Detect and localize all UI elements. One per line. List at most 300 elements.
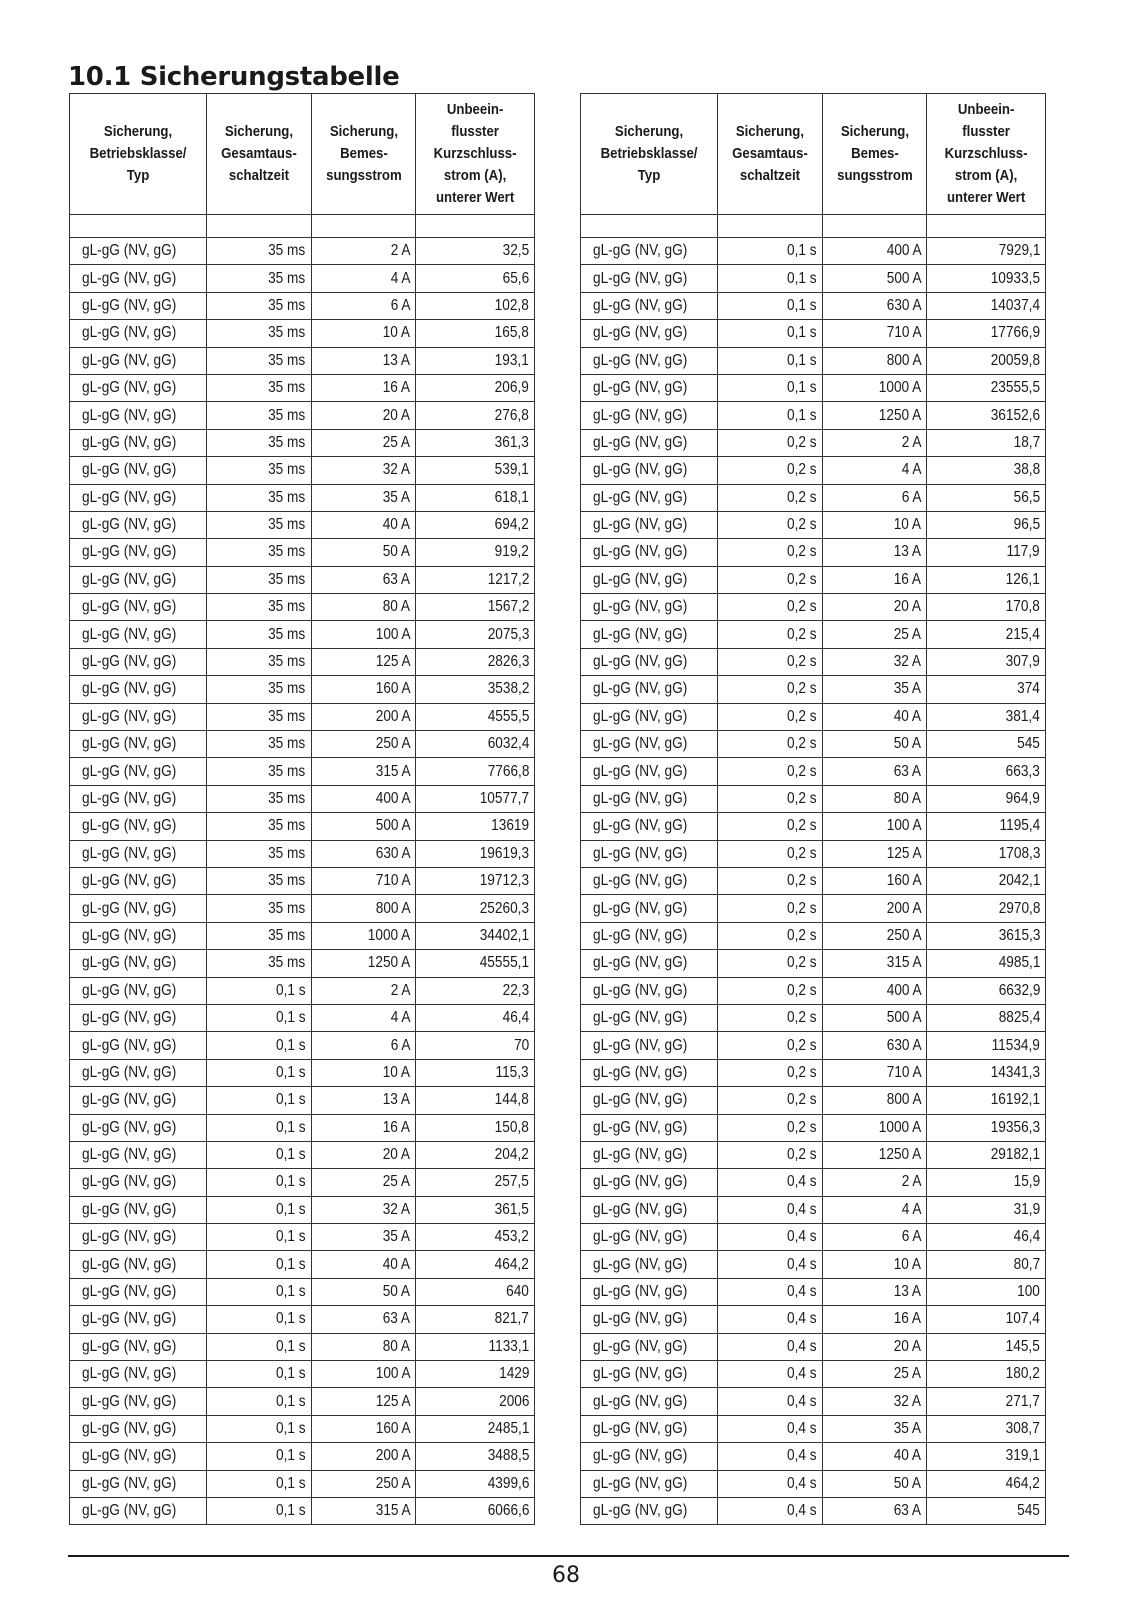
cell-short-circuit-current: 80,7 xyxy=(927,1251,1046,1278)
cell-rated-current: 200 A xyxy=(311,1443,416,1470)
cell-fuse-type: gL-gG (NV, gG) xyxy=(70,374,207,401)
table-row xyxy=(70,1059,535,1086)
cell-rated-current: 10 A xyxy=(822,511,927,538)
cell-break-time: 0,4 s xyxy=(717,1388,822,1415)
cell-short-circuit-current: 2006 xyxy=(416,1388,535,1415)
cell-rated-current: 1000 A xyxy=(311,922,416,949)
header-fuse-type: Sicherung, Betriebsklasse/ Typ xyxy=(581,94,718,215)
cell-break-time: 35 ms xyxy=(206,785,311,812)
cell-fuse-type: gL-gG (NV, gG) xyxy=(581,347,718,374)
cell-fuse-type: gL-gG (NV, gG) xyxy=(581,511,718,538)
table-row xyxy=(70,1251,535,1278)
table-row xyxy=(70,1278,535,1305)
cell-break-time: 35 ms xyxy=(206,511,311,538)
cell-break-time: 0,1 s xyxy=(206,1278,311,1305)
cell-break-time: 0,4 s xyxy=(717,1224,822,1251)
cell-break-time: 0,1 s xyxy=(206,1470,311,1497)
cell-rated-current: 6 A xyxy=(822,1224,927,1251)
cell-fuse-type: gL-gG (NV, gG) xyxy=(581,1388,718,1415)
cell-rated-current: 80 A xyxy=(822,785,927,812)
cell-short-circuit-current: 271,7 xyxy=(927,1388,1046,1415)
cell-short-circuit-current: 539,1 xyxy=(416,457,535,484)
table-row xyxy=(70,566,535,593)
cell-fuse-type: gL-gG (NV, gG) xyxy=(581,1004,718,1031)
cell-short-circuit-current: 107,4 xyxy=(927,1306,1046,1333)
cell-short-circuit-current: 23555,5 xyxy=(927,374,1046,401)
cell-rated-current: 100 A xyxy=(311,621,416,648)
cell-break-time: 0,2 s xyxy=(717,594,822,621)
table-row xyxy=(581,594,1046,621)
cell-short-circuit-current: 34402,1 xyxy=(416,922,535,949)
table-row xyxy=(70,347,535,374)
cell-break-time: 0,1 s xyxy=(206,1114,311,1141)
table-row xyxy=(581,1004,1046,1031)
table-row xyxy=(70,977,535,1004)
cell-fuse-type: gL-gG (NV, gG) xyxy=(70,648,207,675)
cell-break-time: 0,1 s xyxy=(717,320,822,347)
cell-fuse-type: gL-gG (NV, gG) xyxy=(581,731,718,758)
table-row xyxy=(70,648,535,675)
cell-fuse-type: gL-gG (NV, gG) xyxy=(581,1224,718,1251)
cell-fuse-type: gL-gG (NV, gG) xyxy=(70,1388,207,1415)
cell-fuse-type: gL-gG (NV, gG) xyxy=(70,950,207,977)
table-row xyxy=(70,1497,535,1524)
cell-fuse-type: gL-gG (NV, gG) xyxy=(581,648,718,675)
cell-short-circuit-current: 17766,9 xyxy=(927,320,1046,347)
cell-break-time: 0,1 s xyxy=(717,292,822,319)
cell-short-circuit-current: 15,9 xyxy=(927,1169,1046,1196)
cell-break-time: 35 ms xyxy=(206,676,311,703)
cell-break-time: 0,2 s xyxy=(717,1141,822,1168)
header-break-time: Sicherung, Gesamtaus- schaltzeit xyxy=(206,94,311,215)
cell-break-time: 0,2 s xyxy=(717,922,822,949)
cell-short-circuit-current: 70 xyxy=(416,1032,535,1059)
cell-fuse-type: gL-gG (NV, gG) xyxy=(70,292,207,319)
cell-break-time: 0,2 s xyxy=(717,950,822,977)
cell-fuse-type: gL-gG (NV, gG) xyxy=(70,429,207,456)
cell-break-time: 0,2 s xyxy=(717,813,822,840)
cell-fuse-type: gL-gG (NV, gG) xyxy=(581,539,718,566)
cell-short-circuit-current: 2042,1 xyxy=(927,867,1046,894)
cell-short-circuit-current: 919,2 xyxy=(416,539,535,566)
cell-break-time: 0,2 s xyxy=(717,1059,822,1086)
cell-rated-current: 800 A xyxy=(311,895,416,922)
table-row xyxy=(70,1443,535,1470)
cell-break-time: 35 ms xyxy=(206,539,311,566)
cell-fuse-type: gL-gG (NV, gG) xyxy=(581,374,718,401)
table-row xyxy=(581,813,1046,840)
cell-break-time: 0,2 s xyxy=(717,648,822,675)
cell-break-time: 0,2 s xyxy=(717,758,822,785)
cell-short-circuit-current: 1567,2 xyxy=(416,594,535,621)
cell-short-circuit-current: 545 xyxy=(927,731,1046,758)
cell-short-circuit-current: 276,8 xyxy=(416,402,535,429)
header-short-circuit-current: Unbeein- flusster Kurzschluss- strom (A), unterer Wert xyxy=(927,94,1046,215)
cell-fuse-type: gL-gG (NV, gG) xyxy=(581,1497,718,1524)
cell-short-circuit-current: 14341,3 xyxy=(927,1059,1046,1086)
cell-fuse-type: gL-gG (NV, gG) xyxy=(581,840,718,867)
cell-break-time: 35 ms xyxy=(206,402,311,429)
cell-rated-current: 32 A xyxy=(822,1388,927,1415)
table-row xyxy=(581,648,1046,675)
table-row xyxy=(70,265,535,292)
cell-short-circuit-current: 32,5 xyxy=(416,238,535,265)
cell-short-circuit-current: 374 xyxy=(927,676,1046,703)
cell-rated-current: 4 A xyxy=(311,265,416,292)
cell-fuse-type: gL-gG (NV, gG) xyxy=(581,977,718,1004)
cell-break-time: 0,1 s xyxy=(206,1361,311,1388)
cell-fuse-type: gL-gG (NV, gG) xyxy=(70,1004,207,1031)
cell-break-time: 35 ms xyxy=(206,840,311,867)
cell-break-time: 0,1 s xyxy=(717,402,822,429)
cell-rated-current: 400 A xyxy=(822,238,927,265)
cell-rated-current: 125 A xyxy=(822,840,927,867)
page-title: 10.1 Sicherungstabelle xyxy=(68,62,400,92)
table-row xyxy=(581,785,1046,812)
cell-short-circuit-current: 170,8 xyxy=(927,594,1046,621)
cell-fuse-type: gL-gG (NV, gG) xyxy=(581,1141,718,1168)
cell-break-time: 0,4 s xyxy=(717,1470,822,1497)
table-row xyxy=(581,1251,1046,1278)
cell-fuse-type: gL-gG (NV, gG) xyxy=(581,621,718,648)
cell-rated-current: 630 A xyxy=(311,840,416,867)
cell-short-circuit-current: 65,6 xyxy=(416,265,535,292)
cell-fuse-type: gL-gG (NV, gG) xyxy=(70,813,207,840)
cell-fuse-type: gL-gG (NV, gG) xyxy=(70,1278,207,1305)
cell-break-time: 0,1 s xyxy=(206,1196,311,1223)
table-row xyxy=(581,1278,1046,1305)
cell-short-circuit-current: 4985,1 xyxy=(927,950,1046,977)
cell-rated-current: 16 A xyxy=(311,1114,416,1141)
cell-rated-current: 710 A xyxy=(311,867,416,894)
cell-short-circuit-current: 10933,5 xyxy=(927,265,1046,292)
cell-break-time: 0,2 s xyxy=(717,1087,822,1114)
table-row xyxy=(70,1470,535,1497)
cell-short-circuit-current: 18,7 xyxy=(927,429,1046,456)
cell-fuse-type: gL-gG (NV, gG) xyxy=(70,1087,207,1114)
cell-short-circuit-current: 29182,1 xyxy=(927,1141,1046,1168)
cell-rated-current: 400 A xyxy=(311,785,416,812)
cell-break-time: 0,2 s xyxy=(717,511,822,538)
cell-short-circuit-current: 165,8 xyxy=(416,320,535,347)
cell-fuse-type: gL-gG (NV, gG) xyxy=(70,840,207,867)
table-row xyxy=(581,1361,1046,1388)
cell-rated-current: 25 A xyxy=(311,1169,416,1196)
cell-short-circuit-current: 115,3 xyxy=(416,1059,535,1086)
cell-fuse-type: gL-gG (NV, gG) xyxy=(581,265,718,292)
cell-break-time: 0,2 s xyxy=(717,621,822,648)
cell-fuse-type: gL-gG (NV, gG) xyxy=(70,1470,207,1497)
cell-short-circuit-current: 14037,4 xyxy=(927,292,1046,319)
cell-fuse-type: gL-gG (NV, gG) xyxy=(581,1059,718,1086)
cell-short-circuit-current: 1429 xyxy=(416,1361,535,1388)
cell-rated-current: 160 A xyxy=(822,867,927,894)
cell-short-circuit-current: 2970,8 xyxy=(927,895,1046,922)
cell-fuse-type: gL-gG (NV, gG) xyxy=(70,785,207,812)
cell-break-time: 35 ms xyxy=(206,484,311,511)
cell-fuse-type: gL-gG (NV, gG) xyxy=(70,1361,207,1388)
table-row xyxy=(581,703,1046,730)
cell-fuse-type: gL-gG (NV, gG) xyxy=(581,1196,718,1223)
table-row xyxy=(581,867,1046,894)
table-row xyxy=(70,922,535,949)
table-row xyxy=(581,922,1046,949)
cell-rated-current: 1000 A xyxy=(822,1114,927,1141)
cell-short-circuit-current: 1195,4 xyxy=(927,813,1046,840)
cell-rated-current: 2 A xyxy=(311,238,416,265)
cell-rated-current: 40 A xyxy=(311,1251,416,1278)
cell-fuse-type: gL-gG (NV, gG) xyxy=(70,1059,207,1086)
cell-break-time: 0,2 s xyxy=(717,785,822,812)
cell-short-circuit-current: 19619,3 xyxy=(416,840,535,867)
cell-rated-current: 1000 A xyxy=(822,374,927,401)
cell-short-circuit-current: 19712,3 xyxy=(416,867,535,894)
table-row xyxy=(581,950,1046,977)
cell-short-circuit-current: 618,1 xyxy=(416,484,535,511)
table-row xyxy=(70,840,535,867)
cell-break-time: 0,4 s xyxy=(717,1443,822,1470)
table-row xyxy=(581,320,1046,347)
table-row xyxy=(70,731,535,758)
cell-break-time: 35 ms xyxy=(206,703,311,730)
table-row xyxy=(581,758,1046,785)
cell-fuse-type: gL-gG (NV, gG) xyxy=(70,265,207,292)
cell-rated-current: 4 A xyxy=(822,457,927,484)
header-short-circuit-current: Unbeein- flusster Kurzschluss- strom (A), unterer Wert xyxy=(416,94,535,215)
cell-short-circuit-current: 4399,6 xyxy=(416,1470,535,1497)
cell-rated-current: 250 A xyxy=(311,1470,416,1497)
cell-rated-current: 40 A xyxy=(822,1443,927,1470)
cell-rated-current: 6 A xyxy=(311,292,416,319)
cell-rated-current: 20 A xyxy=(311,1141,416,1168)
cell-rated-current: 32 A xyxy=(311,457,416,484)
table-row xyxy=(70,758,535,785)
cell-fuse-type: gL-gG (NV, gG) xyxy=(70,1032,207,1059)
cell-short-circuit-current: 2485,1 xyxy=(416,1415,535,1442)
cell-break-time: 0,1 s xyxy=(206,1224,311,1251)
cell-break-time: 35 ms xyxy=(206,950,311,977)
cell-break-time: 0,1 s xyxy=(206,1087,311,1114)
cell-break-time: 0,1 s xyxy=(717,347,822,374)
cell-fuse-type: gL-gG (NV, gG) xyxy=(581,1251,718,1278)
cell-short-circuit-current: 215,4 xyxy=(927,621,1046,648)
cell-break-time: 0,2 s xyxy=(717,484,822,511)
cell-break-time: 0,2 s xyxy=(717,1032,822,1059)
cell-rated-current: 2 A xyxy=(822,429,927,456)
cell-break-time: 0,2 s xyxy=(717,977,822,1004)
cell-break-time: 35 ms xyxy=(206,594,311,621)
cell-rated-current: 32 A xyxy=(822,648,927,675)
cell-break-time: 35 ms xyxy=(206,895,311,922)
cell-short-circuit-current: 3538,2 xyxy=(416,676,535,703)
cell-fuse-type: gL-gG (NV, gG) xyxy=(70,867,207,894)
cell-break-time: 0,1 s xyxy=(717,374,822,401)
cell-break-time: 35 ms xyxy=(206,758,311,785)
cell-fuse-type: gL-gG (NV, gG) xyxy=(581,457,718,484)
cell-break-time: 0,1 s xyxy=(206,1251,311,1278)
cell-rated-current: 125 A xyxy=(311,648,416,675)
cell-short-circuit-current: 204,2 xyxy=(416,1141,535,1168)
cell-short-circuit-current: 31,9 xyxy=(927,1196,1046,1223)
cell-fuse-type: gL-gG (NV, gG) xyxy=(70,511,207,538)
cell-fuse-type: gL-gG (NV, gG) xyxy=(581,785,718,812)
cell-fuse-type: gL-gG (NV, gG) xyxy=(581,1032,718,1059)
cell-break-time: 35 ms xyxy=(206,320,311,347)
table-row xyxy=(70,676,535,703)
cell-fuse-type: gL-gG (NV, gG) xyxy=(581,292,718,319)
cell-fuse-type: gL-gG (NV, gG) xyxy=(581,1087,718,1114)
table-row xyxy=(581,1415,1046,1442)
cell-rated-current: 10 A xyxy=(822,1251,927,1278)
cell-short-circuit-current: 206,9 xyxy=(416,374,535,401)
table-row xyxy=(581,539,1046,566)
cell-fuse-type: gL-gG (NV, gG) xyxy=(581,484,718,511)
cell-rated-current: 315 A xyxy=(311,758,416,785)
cell-break-time: 35 ms xyxy=(206,429,311,456)
cell-rated-current: 250 A xyxy=(311,731,416,758)
cell-rated-current: 500 A xyxy=(311,813,416,840)
cell-rated-current: 2 A xyxy=(822,1169,927,1196)
table-row xyxy=(70,867,535,894)
cell-rated-current: 200 A xyxy=(311,703,416,730)
table-row xyxy=(581,1306,1046,1333)
cell-fuse-type: gL-gG (NV, gG) xyxy=(581,1470,718,1497)
cell-short-circuit-current: 6632,9 xyxy=(927,977,1046,1004)
cell-rated-current: 13 A xyxy=(311,1087,416,1114)
cell-short-circuit-current: 46,4 xyxy=(927,1224,1046,1251)
cell-rated-current: 25 A xyxy=(822,621,927,648)
cell-break-time: 0,2 s xyxy=(717,1114,822,1141)
table-row xyxy=(70,374,535,401)
cell-break-time: 0,2 s xyxy=(717,731,822,758)
cell-fuse-type: gL-gG (NV, gG) xyxy=(70,977,207,1004)
cell-short-circuit-current: 640 xyxy=(416,1278,535,1305)
table-row xyxy=(581,895,1046,922)
table-row xyxy=(70,429,535,456)
table-row xyxy=(70,292,535,319)
cell-short-circuit-current: 36152,6 xyxy=(927,402,1046,429)
cell-break-time: 0,4 s xyxy=(717,1497,822,1524)
cell-break-time: 0,4 s xyxy=(717,1333,822,1360)
cell-break-time: 0,1 s xyxy=(206,1169,311,1196)
cell-short-circuit-current: 1217,2 xyxy=(416,566,535,593)
table-row xyxy=(581,292,1046,319)
cell-fuse-type: gL-gG (NV, gG) xyxy=(70,621,207,648)
cell-fuse-type: gL-gG (NV, gG) xyxy=(70,484,207,511)
cell-short-circuit-current: 102,8 xyxy=(416,292,535,319)
table-row xyxy=(70,813,535,840)
cell-break-time: 35 ms xyxy=(206,731,311,758)
cell-rated-current: 1250 A xyxy=(311,950,416,977)
cell-break-time: 0,1 s xyxy=(206,1415,311,1442)
cell-rated-current: 16 A xyxy=(311,374,416,401)
cell-short-circuit-current: 257,5 xyxy=(416,1169,535,1196)
cell-rated-current: 20 A xyxy=(311,402,416,429)
table-row xyxy=(581,1333,1046,1360)
table-row xyxy=(581,1169,1046,1196)
cell-rated-current: 80 A xyxy=(311,1333,416,1360)
table-row xyxy=(70,1032,535,1059)
cell-rated-current: 20 A xyxy=(822,594,927,621)
table-row xyxy=(581,238,1046,265)
cell-rated-current: 13 A xyxy=(822,1278,927,1305)
table-row xyxy=(70,402,535,429)
cell-rated-current: 800 A xyxy=(822,1087,927,1114)
fuse-table-right xyxy=(580,93,1046,1525)
cell-short-circuit-current: 307,9 xyxy=(927,648,1046,675)
cell-fuse-type: gL-gG (NV, gG) xyxy=(581,1361,718,1388)
table-row xyxy=(70,1004,535,1031)
cell-break-time: 35 ms xyxy=(206,457,311,484)
cell-short-circuit-current: 96,5 xyxy=(927,511,1046,538)
cell-short-circuit-current: 453,2 xyxy=(416,1224,535,1251)
cell-rated-current: 1250 A xyxy=(822,402,927,429)
cell-break-time: 0,4 s xyxy=(717,1415,822,1442)
cell-rated-current: 250 A xyxy=(822,922,927,949)
table-row xyxy=(581,977,1046,1004)
cell-break-time: 0,1 s xyxy=(206,1388,311,1415)
table-row xyxy=(581,1032,1046,1059)
cell-short-circuit-current: 11534,9 xyxy=(927,1032,1046,1059)
table-row xyxy=(581,566,1046,593)
cell-rated-current: 35 A xyxy=(311,1224,416,1251)
cell-break-time: 0,1 s xyxy=(206,1443,311,1470)
cell-short-circuit-current: 56,5 xyxy=(927,484,1046,511)
cell-break-time: 0,1 s xyxy=(206,1004,311,1031)
cell-rated-current: 40 A xyxy=(822,703,927,730)
cell-short-circuit-current: 6032,4 xyxy=(416,731,535,758)
cell-fuse-type: gL-gG (NV, gG) xyxy=(581,594,718,621)
cell-rated-current: 20 A xyxy=(822,1333,927,1360)
cell-rated-current: 32 A xyxy=(311,1196,416,1223)
cell-break-time: 0,2 s xyxy=(717,429,822,456)
cell-break-time: 0,4 s xyxy=(717,1251,822,1278)
cell-fuse-type: gL-gG (NV, gG) xyxy=(581,566,718,593)
cell-fuse-type: gL-gG (NV, gG) xyxy=(581,1306,718,1333)
cell-short-circuit-current: 464,2 xyxy=(416,1251,535,1278)
cell-fuse-type: gL-gG (NV, gG) xyxy=(581,676,718,703)
header-rated-current: Sicherung, Bemes- sungsstrom xyxy=(311,94,416,215)
header-break-time: Sicherung, Gesamtaus- schaltzeit xyxy=(717,94,822,215)
cell-rated-current: 710 A xyxy=(822,1059,927,1086)
cell-rated-current: 16 A xyxy=(822,566,927,593)
cell-rated-current: 16 A xyxy=(822,1306,927,1333)
cell-break-time: 35 ms xyxy=(206,813,311,840)
cell-fuse-type: gL-gG (NV, gG) xyxy=(70,347,207,374)
cell-fuse-type: gL-gG (NV, gG) xyxy=(70,1306,207,1333)
cell-short-circuit-current: 1708,3 xyxy=(927,840,1046,867)
header-fuse-type: Sicherung, Betriebsklasse/ Typ xyxy=(70,94,207,215)
cell-short-circuit-current: 319,1 xyxy=(927,1443,1046,1470)
cell-break-time: 35 ms xyxy=(206,566,311,593)
cell-fuse-type: gL-gG (NV, gG) xyxy=(581,429,718,456)
cell-short-circuit-current: 20059,8 xyxy=(927,347,1046,374)
cell-fuse-type: gL-gG (NV, gG) xyxy=(70,238,207,265)
table-row xyxy=(581,1087,1046,1114)
table-row xyxy=(70,457,535,484)
cell-fuse-type: gL-gG (NV, gG) xyxy=(70,731,207,758)
table-row xyxy=(70,1141,535,1168)
table-row xyxy=(581,731,1046,758)
cell-short-circuit-current: 10577,7 xyxy=(416,785,535,812)
table-row xyxy=(581,457,1046,484)
cell-fuse-type: gL-gG (NV, gG) xyxy=(70,1114,207,1141)
fuse-table-left xyxy=(69,93,535,1525)
cell-break-time: 35 ms xyxy=(206,374,311,401)
table-row xyxy=(581,1196,1046,1223)
cell-short-circuit-current: 361,3 xyxy=(416,429,535,456)
cell-break-time: 0,2 s xyxy=(717,867,822,894)
